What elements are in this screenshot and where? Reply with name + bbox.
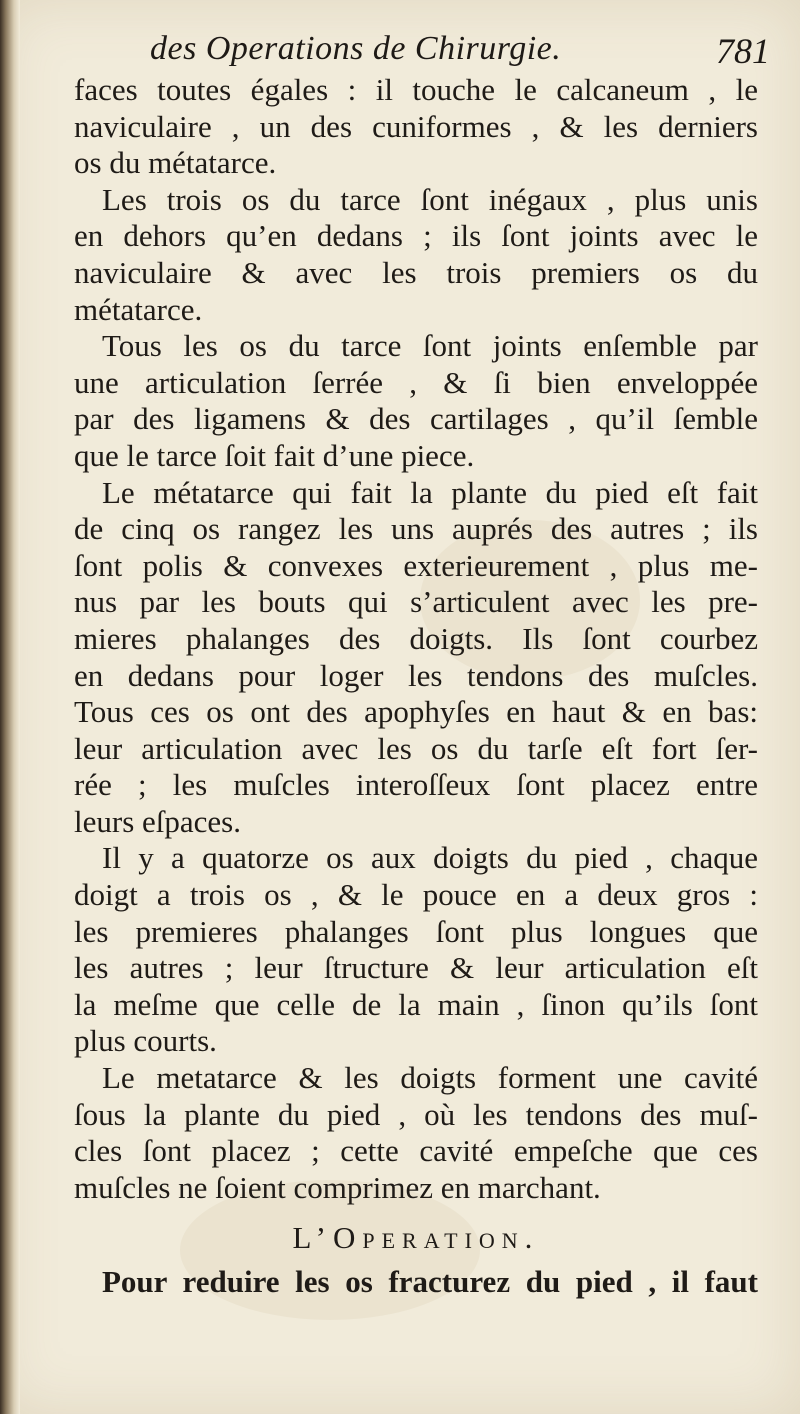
page-number: 781 <box>716 31 770 71</box>
paragraph <box>74 72 758 182</box>
text-line: muſcles ne ſoient comprimez en marchant. <box>74 1169 601 1205</box>
text-line: métatarce. <box>74 291 203 327</box>
text-line: Le metatarce & les doigts forment une cavité <box>102 1060 758 1096</box>
text-line: les autres ; leur ſtructure & leur articulation eſt <box>74 950 758 986</box>
page-gutter <box>0 0 20 1414</box>
text-line: ſous la plante du pied , où les tendons des muſ- <box>74 1096 758 1132</box>
text-line: en dehors qu’en dedans ; ils ſont joints avec le <box>74 218 758 254</box>
text-line: rée ; les muſcles interoſſeux ſont placez entre <box>74 767 758 803</box>
text-line: les premieres phalanges ſont plus longues que <box>74 913 758 949</box>
text-line: plus courts. <box>74 1023 217 1059</box>
paragraph <box>74 328 758 474</box>
paragraph <box>74 1060 758 1206</box>
section-heading: L’Operation. <box>292 1220 540 1256</box>
text-line: de cinq os rangez les uns auprés des autres ; ils <box>74 511 758 547</box>
text-line: leur articulation avec les os du tarſe eſt fort ſer- <box>74 730 758 766</box>
text-line: cles ſont placez ; cette cavité empeſche que ces <box>74 1133 758 1169</box>
text-line: la meſme que celle de la main , ſinon qu’ils ſont <box>74 986 758 1022</box>
text-line: Tous les os du tarce ſont joints enſemble par <box>102 328 758 364</box>
text-line: par des ligamens & des cartilages , qu’il ſemble <box>74 401 758 437</box>
text-line: Tous ces os ont des apophyſes en haut & en bas: <box>74 694 758 730</box>
paragraph <box>74 475 758 841</box>
text-line: doigt a trois os , & le pouce en a deux gros : <box>74 877 758 913</box>
paragraph <box>74 840 758 1060</box>
text-line: mieres phalanges des doigts. Ils ſont courbez <box>74 620 758 656</box>
text-line: leurs eſpaces. <box>74 803 241 839</box>
text-line: Le métatarce qui fait la plante du pied eſt fait <box>102 474 758 510</box>
text-line: naviculaire , un des cuniformes , & les derniers <box>74 108 758 144</box>
text-line: en dedans pour loger les tendons des muſcles. <box>74 657 758 693</box>
text-line: faces toutes égales : il touche le calcaneum , le <box>74 72 758 107</box>
text-line: Il y a quatorze os aux doigts du pied , chaque <box>102 840 758 876</box>
text-line: une articulation ſerrée , & ſi bien enveloppée <box>74 364 758 400</box>
text-line: Les trois os du tarce ſont inégaux , plus unis <box>102 181 758 217</box>
running-head <box>150 30 770 74</box>
text-line: Pour reduire les os fracturez du pied , il faut <box>102 1264 758 1300</box>
text-line: que le tarce ſoit fait d’une piece. <box>74 437 475 473</box>
text-line: nus par les bouts qui s’articulent avec les pre- <box>74 584 758 620</box>
body-text <box>74 72 758 1301</box>
paragraph <box>74 1264 758 1301</box>
text-line: ſont polis & convexes exterieurement , plus me- <box>74 547 758 583</box>
text-line: os du métatarce. <box>74 145 277 181</box>
paragraph <box>74 182 758 328</box>
text-line: naviculaire & avec les trois premiers os du <box>74 254 758 290</box>
running-head-title: des Operations de Chirurgie. <box>150 30 562 67</box>
